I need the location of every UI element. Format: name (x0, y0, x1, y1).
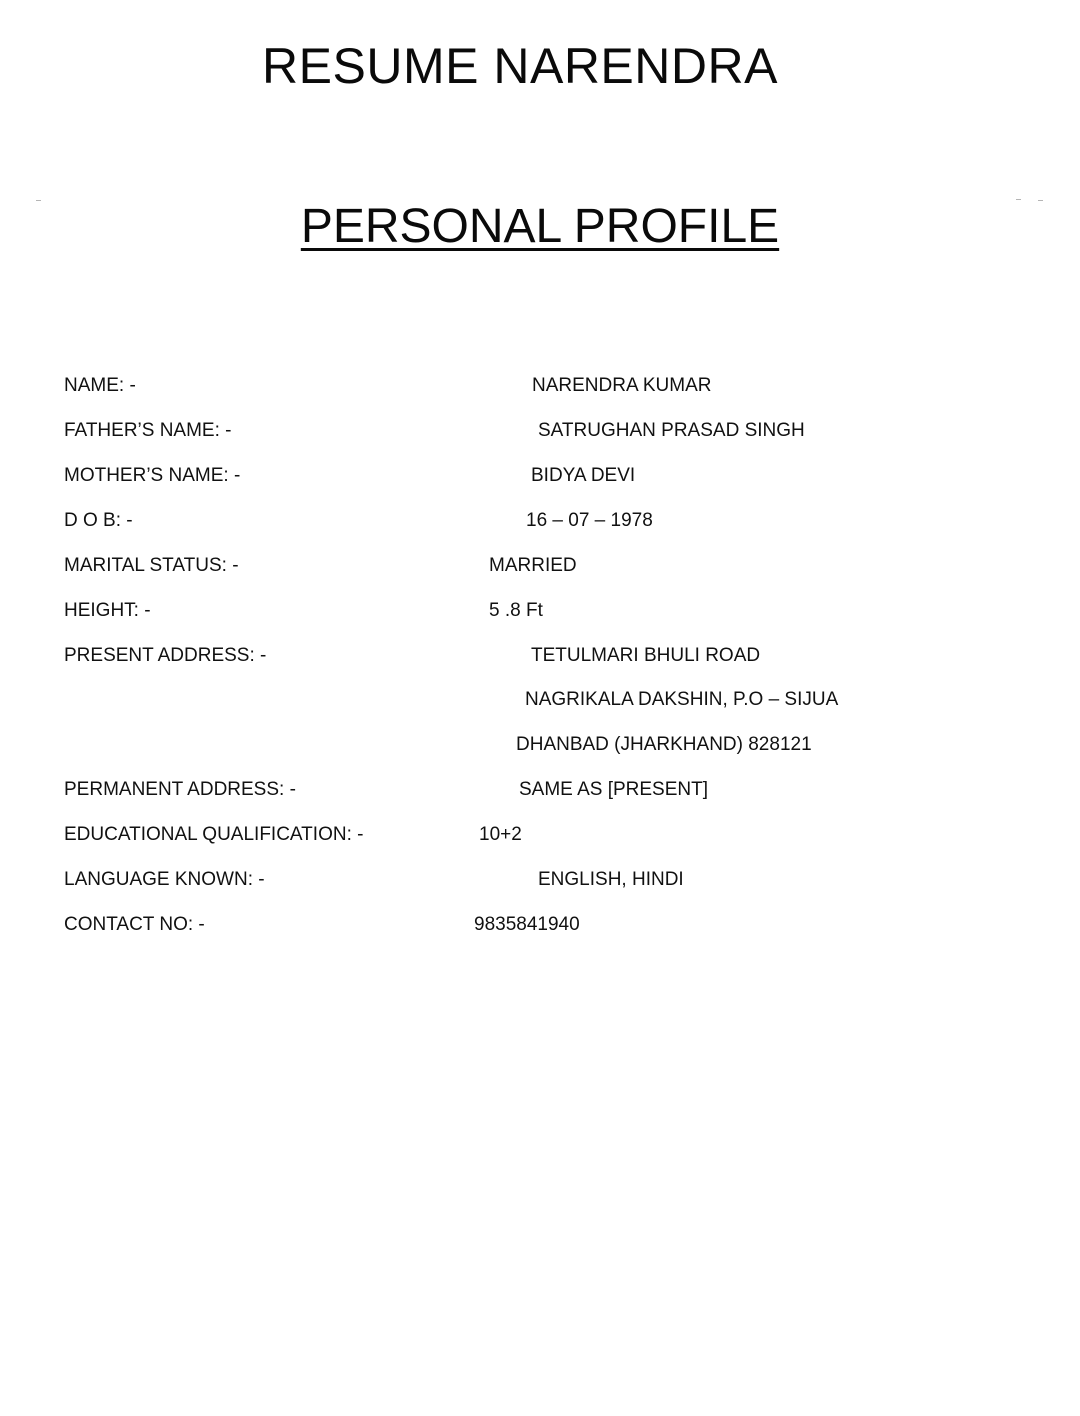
present-address-line-2: NAGRIKALA DAKSHIN, P.O – SIJUA (525, 689, 839, 710)
permanent-address-value: SAME AS [PRESENT] (519, 779, 708, 800)
dob-value: 16 – 07 – 1978 (526, 510, 653, 531)
permanent-address-label: PERMANENT ADDRESS: - (64, 779, 296, 800)
present-address-line-3: DHANBAD (JHARKHAND) 828121 (516, 734, 812, 755)
marital-status-label: MARITAL STATUS: - (64, 555, 239, 576)
name-value: NARENDRA KUMAR (532, 375, 712, 396)
father-name-value: SATRUGHAN PRASAD SINGH (538, 420, 805, 441)
present-address-label: PRESENT ADDRESS: - (64, 645, 267, 666)
mother-name-value: BIDYA DEVI (531, 465, 636, 486)
section-heading-personal-profile (0, 196, 1080, 258)
section-heading-text: PERSONAL PROFILE (300, 200, 780, 253)
marital-status-value: MARRIED (489, 555, 577, 576)
dob-label: D O B: - (64, 510, 133, 531)
contact-value: 9835841940 (474, 914, 580, 935)
height-label: HEIGHT: - (64, 600, 151, 621)
education-label: EDUCATIONAL QUALIFICATION: - (64, 824, 364, 845)
father-name-label: FATHER’S NAME: - (64, 420, 232, 441)
contact-label: CONTACT NO: - (64, 914, 205, 935)
height-value: 5 .8 Ft (489, 600, 543, 621)
present-address-line-1: TETULMARI BHULI ROAD (531, 645, 761, 666)
name-label: NAME: - (64, 375, 136, 396)
mother-name-label: MOTHER’S NAME: - (64, 465, 241, 486)
education-value: 10+2 (479, 824, 522, 845)
languages-value: ENGLISH, HINDI (538, 869, 684, 890)
languages-label: LANGUAGE KNOWN: - (64, 869, 265, 890)
document-title: RESUME NARENDRA (262, 38, 778, 94)
